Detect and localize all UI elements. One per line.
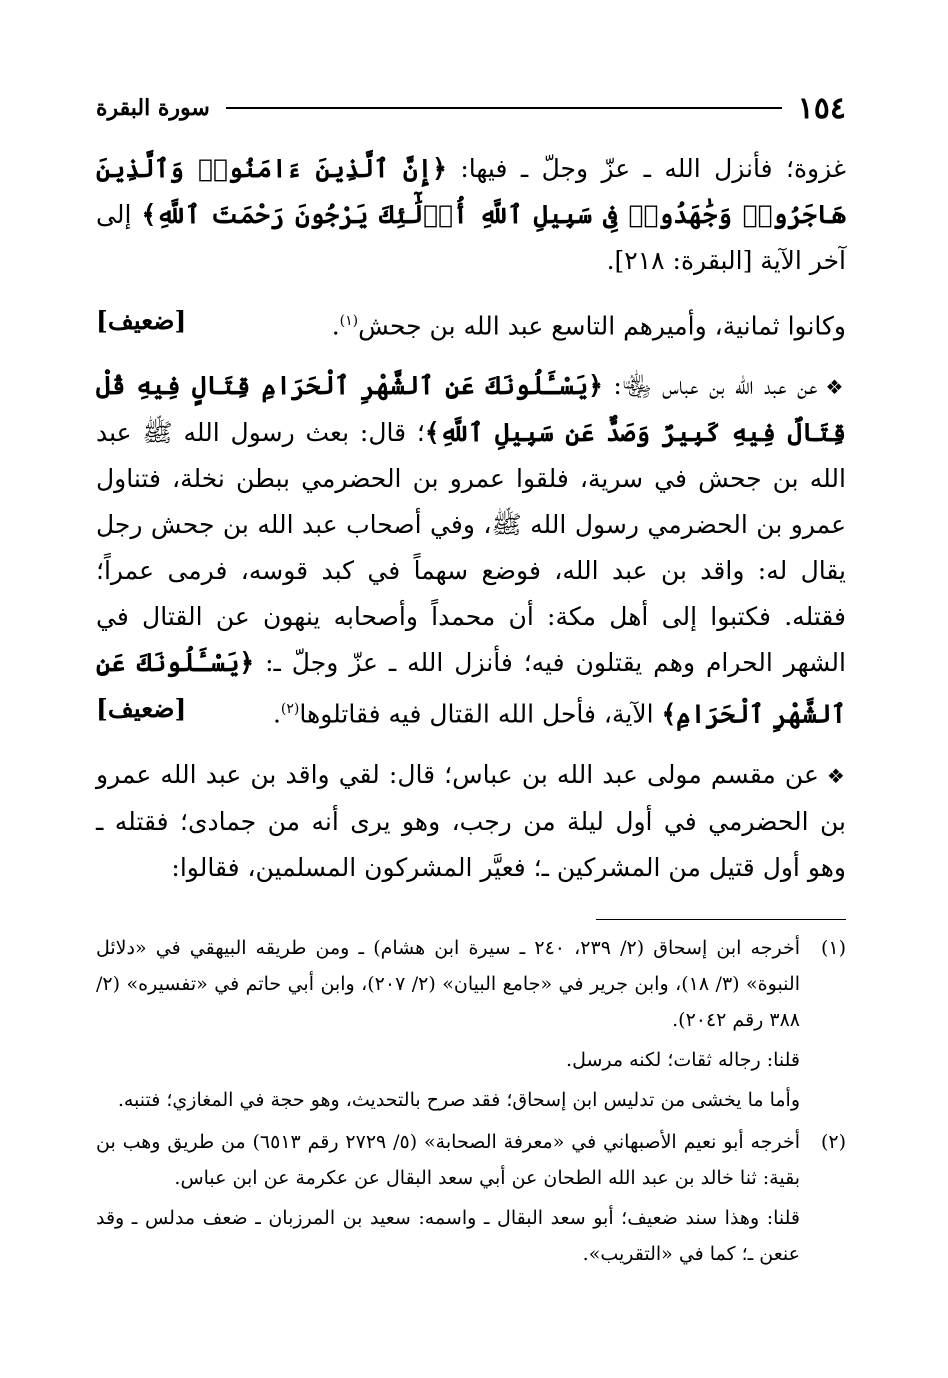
footnote-body	[96, 930, 800, 1118]
page-number: ١٥٤	[797, 90, 846, 126]
paragraph-text: الآية، فأحل الله القتال فيه فقاتلوها	[299, 699, 662, 729]
footnote-body	[96, 1124, 800, 1272]
paragraph-text: إلى آخر الآية [البقرة: ٢١٨].	[96, 200, 846, 275]
footnote-line: وأما ما يخشى من تدليس ابن إسحاق؛ فقد صرح بالتحديث، وهو حجة في المغازي؛ فتنبه.	[117, 1088, 800, 1111]
footnotes	[96, 930, 846, 1272]
paragraph-text: عن مقسم مولى عبد الله بن عباس؛ قال: لقي واقد بن عبد الله عمرو بن الحضرمي في أول ليلة من رجب، وهو يرى أنه من جمادى؛ فقتله ـ وهو أول قتيل من المشركين ـ؛ فعيَّر المشركون المسلمين، فقالوا:	[96, 759, 846, 882]
paragraph-end: .	[331, 311, 340, 341]
footnote-1	[96, 930, 846, 1118]
grade-badge: [ضعيف]	[96, 306, 187, 335]
footnote-line: قلنا: رجاله ثقات؛ لكنه مرسل.	[566, 1048, 800, 1071]
paragraph-3	[96, 363, 846, 737]
paragraph-4	[96, 752, 846, 891]
footnote-separator	[596, 919, 846, 920]
quran-verse: ﴿إِنَّ ٱلَّذِينَ ءَامَنُوا۟ وَٱلَّذِينَ هَاجَرُوا۟ وَجَٰهَدُوا۟ فِى سَبِيلِ ٱللَّهِ أُو۟لَٰٓئِكَ يَرْجُونَ رَحْمَتَ ٱللَّهِ﴾	[96, 154, 846, 229]
footnote-ref[interactable]: (٢)	[280, 701, 300, 718]
footnote-line: أخرجه ابن إسحاق (٢/ ٢٣٩، ٢٤٠ ـ سيرة ابن هشام) ـ ومن طريقه البيهقي في «دلائل النبوة» (٣/ ١٨)، وابن جرير في «جامع البيان» (٢/ ٢٠٧)، وابن أبي حاتم في «تفسيره» (٢/ ٣٨٨ رقم ٢٠٤٢).	[96, 936, 800, 1031]
paragraph-text: غزوة؛ فأنزل الله ـ عزّ وجلّ ـ فيها:	[446, 154, 846, 183]
diamond-bullet-icon: ❖	[825, 375, 846, 400]
footnote-number: (٢)	[820, 1130, 846, 1153]
surah-name: سورة البقرة	[96, 95, 210, 121]
footnote-line: قلنا: وهذا سند ضعيف؛ أبو سعد البقال ـ واسمه: سعيد بن المرزبان ـ ضعف مدلس ـ وقد عنعن ـ؛ كما في «التقريب».	[96, 1206, 800, 1265]
paragraph-end: .	[272, 699, 281, 729]
footnote-line: أخرجه أبو نعيم الأصبهاني في «معرفة الصحابة» (٥/ ٢٧٢٩ رقم ٦٥١٣) من طريق وهب بن بقية: ثنا خالد بن عبد الله الطحان عن أبي سعد البقال عن عكرمة عن ابن عباس.	[96, 1130, 800, 1189]
paragraph-1	[96, 146, 846, 284]
page-header	[96, 88, 846, 128]
footnote-2	[96, 1124, 846, 1272]
paragraph-text: عن عبد الله بن عباس ﵄:	[602, 371, 818, 401]
paragraph-text: وكانوا ثمانية، وأميرهم التاسع عبد الله بن جحش	[358, 311, 846, 341]
quran-verse: ﴿يَسْـَٔلُونَكَ عَنِ ٱلشَّهْرِ ٱلْحَرَامِ قِتَالٍ فِيهِ قُلْ قِتَالٌ فِيهِ كَبِيرٌ وَصَدٌّ عَن سَبِيلِ ٱللَّهِ﴾	[96, 371, 846, 448]
paragraph-2	[96, 298, 846, 349]
header-rule	[226, 107, 782, 109]
quran-verse: ﴿يَسْـَٔلُونَكَ عَنِ ٱلشَّهْرِ ٱلْحَرَامِ﴾	[96, 648, 846, 729]
diamond-bullet-icon: ❖	[826, 763, 846, 788]
footnote-number: (١)	[820, 936, 846, 959]
main-text	[96, 146, 846, 891]
grade-badge: [ضعيف]	[96, 694, 187, 724]
footnote-ref[interactable]: (١)	[339, 313, 359, 329]
paragraph-text: ؛ قال: بعث رسول الله ﷺ عبد الله بن جحش في سرية، فلقوا عمرو بن الحضرمي ببطن نخلة، فتناول عمرو بن الحضرمي رسول الله ﷺ، وفي أصحاب عبد الله بن جحش رجل يقال له: واقد بن عبد الله، فوضع سهماً في كبد قوسه، فرمى عمراً؛ فقتله. فكتبوا إلى أهل مكة: أن محمداً وأصحابه ينهون عن القتال في الشهر الحرام وهم يقتلون فيه؛ فأنزل الله ـ عزّ وجلّ ـ:	[96, 418, 846, 678]
